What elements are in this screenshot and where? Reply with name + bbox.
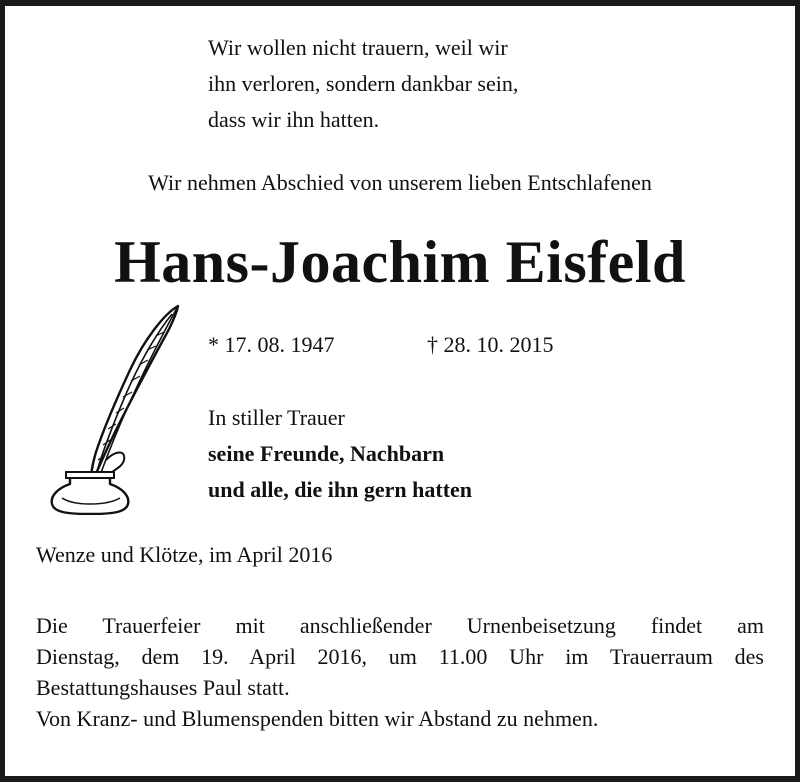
motto-line: ihn verloren, sondern dankbar sein, [208,71,519,96]
notice-line: Dienstag, dem 19. April 2016, um 11.00 Uhr im Trauerraum des [36,644,764,669]
notice-line: Von Kranz- und Blumenspenden bitten wir Abstand zu nehmen. [36,706,599,731]
notice-line: Die Trauerfeier mit anschließender Urnenbeisetzung findet am [36,613,764,638]
motto-line: dass wir ihn hatten. [208,107,380,132]
farewell-intro: Wir nehmen Abschied von unserem lieben Entschlafenen [148,170,652,195]
funeral-notice [36,610,764,734]
quill-and-inkwell-icon [44,300,192,515]
mourning-phrase: In stiller Trauer [208,405,345,430]
mourners-friends: seine Freunde, Nachbarn [208,441,445,466]
deceased-name: Hans-Joachim Eisfeld [114,229,686,295]
death-date: † 28. 10. 2015 [427,332,554,357]
place-and-date: Wenze und Klötze, im April 2016 [36,542,333,567]
birth-date: * 17. 08. 1947 [208,332,335,357]
mourners-block [208,400,472,508]
motto-line: Wir wollen nicht trauern, weil wir [208,35,508,60]
mourners-others: und alle, die ihn gern hatten [208,477,473,502]
notice-line: Bestattungshauses Paul statt. [36,675,290,700]
memorial-motto [208,30,708,138]
